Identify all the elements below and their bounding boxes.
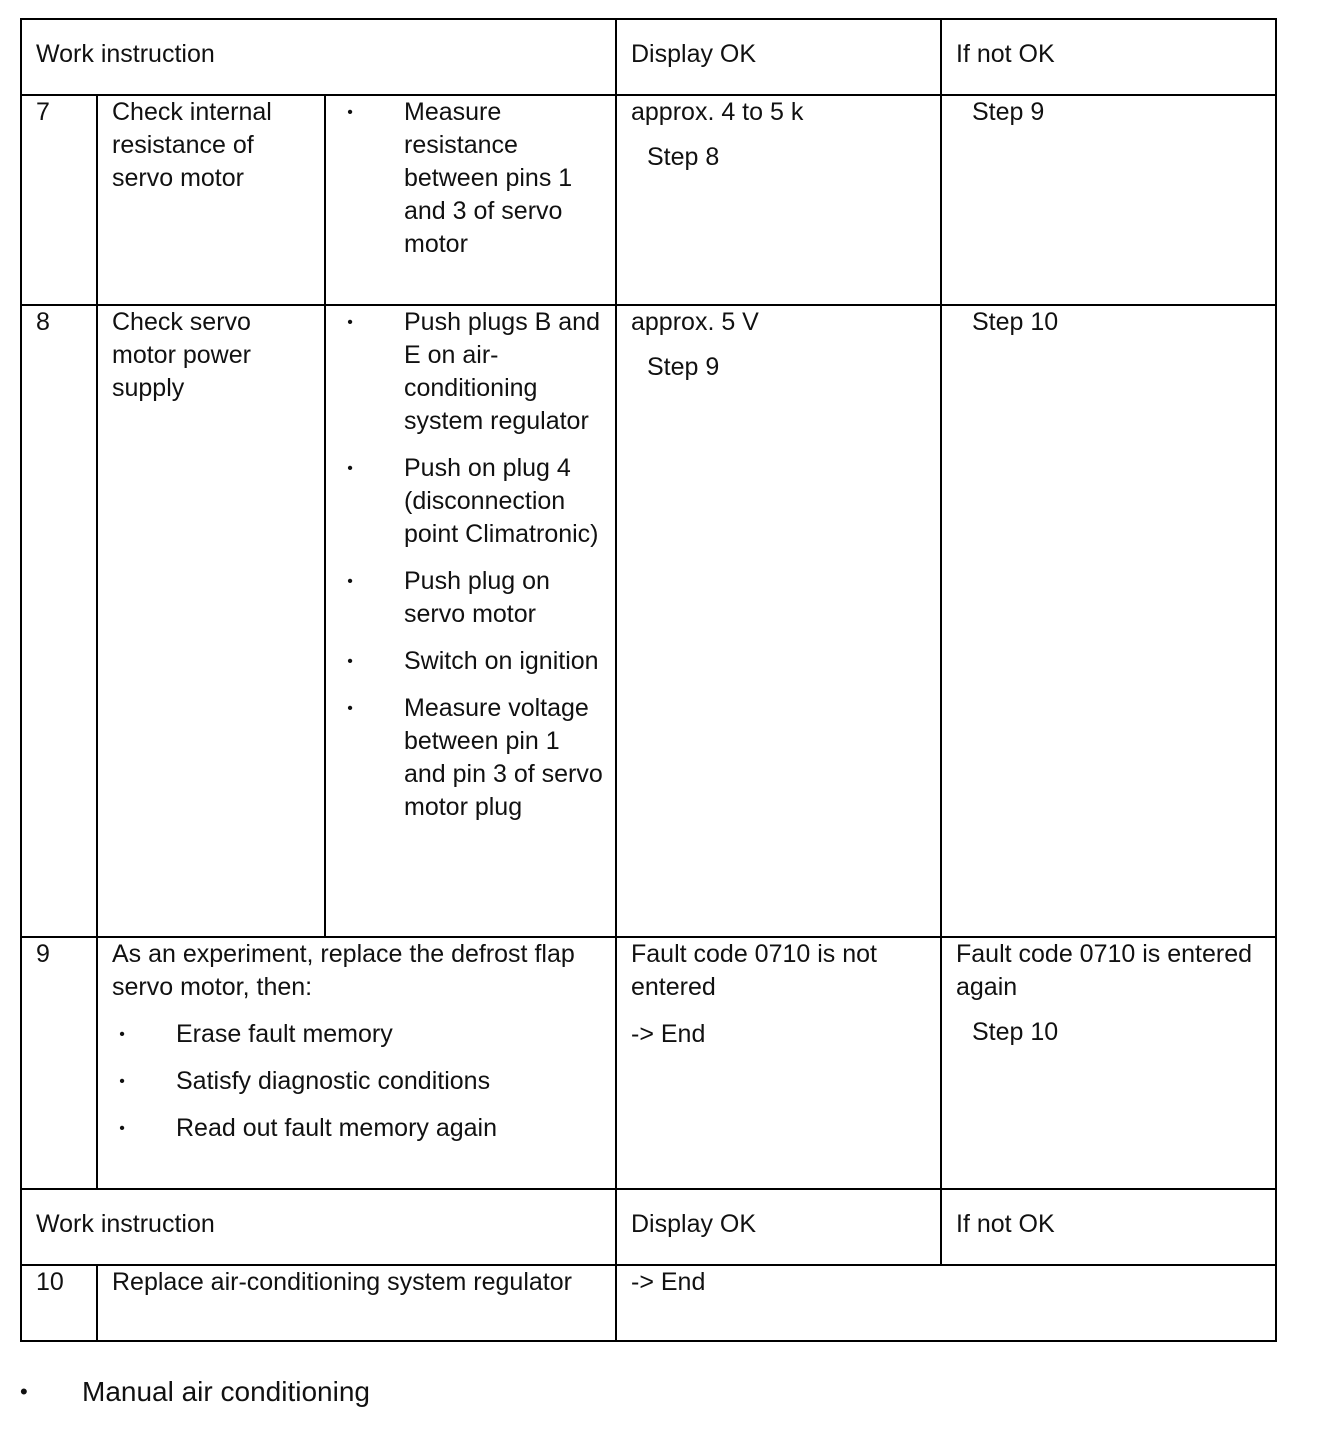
table-row-step-10 xyxy=(21,1265,1276,1341)
step-actions xyxy=(325,95,616,305)
list-item xyxy=(112,1112,603,1145)
table-row-step-9 xyxy=(21,937,1276,1189)
bullet-icon: • xyxy=(119,1120,125,1137)
ok-next-step: Step 8 xyxy=(647,143,720,171)
header-if-not-ok: If not OK xyxy=(941,19,1276,95)
if-not-ok-cell xyxy=(941,937,1276,1189)
table-row-step-8 xyxy=(21,305,1276,937)
work-instruction-table xyxy=(20,18,1277,1342)
bullet-icon: • xyxy=(347,700,353,717)
display-ok-cell xyxy=(616,937,941,1189)
action-text: Satisfy diagnostic conditions xyxy=(176,1067,491,1095)
header-display-ok: Display OK xyxy=(616,1189,941,1265)
ok-next-step: Step 9 xyxy=(647,353,720,381)
table-header-row-repeat xyxy=(21,1189,1276,1265)
step-title: Check servo motor power supply xyxy=(97,305,325,937)
header-display-ok: Display OK xyxy=(616,19,941,95)
action-text: Push plugs B and E on air-conditioning system regulator xyxy=(404,308,600,435)
header-work-instruction: Work instruction xyxy=(21,1189,616,1265)
list-item xyxy=(340,692,603,824)
table-header-row xyxy=(21,19,1276,95)
step-actions xyxy=(97,937,616,1189)
not-ok-value: Fault code 0710 is entered again xyxy=(956,940,1253,1001)
action-text: Measure resistance between pins 1 and 3 of servo motor xyxy=(404,98,573,258)
step-title: Replace air-conditioning system regulator xyxy=(97,1265,616,1341)
action-text: Measure voltage between pin 1 and pin 3 of servo motor plug xyxy=(404,694,603,821)
table-row-step-7 xyxy=(21,95,1276,305)
action-text: Push on plug 4 (disconnection point Climatronic) xyxy=(404,454,599,548)
bullet-icon: • xyxy=(119,1026,125,1043)
bullet-icon: • xyxy=(347,104,353,121)
action-list xyxy=(340,96,603,261)
if-not-ok-cell xyxy=(941,95,1276,305)
action-text: Push plug on servo motor xyxy=(404,567,550,628)
action-list xyxy=(340,306,603,824)
ok-next-step: -> End xyxy=(631,1020,706,1048)
ok-value: approx. 4 to 5 k xyxy=(631,98,804,126)
step-intro: As an experiment, replace the defrost flap servo motor, then: xyxy=(112,940,575,1001)
step-title: Check internal resistance of servo motor xyxy=(97,95,325,305)
header-work-instruction: Work instruction xyxy=(21,19,616,95)
action-text: Read out fault memory again xyxy=(176,1114,498,1142)
bullet-icon: • xyxy=(347,314,353,331)
action-text: Erase fault memory xyxy=(176,1020,393,1048)
step-number: 7 xyxy=(21,95,97,305)
footer-text: Manual air conditioning xyxy=(82,1376,370,1407)
list-item xyxy=(340,306,603,438)
bullet-icon: • xyxy=(119,1073,125,1090)
list-item xyxy=(340,452,603,551)
not-ok-next-step: Step 10 xyxy=(972,1018,1059,1046)
bullet-icon: • xyxy=(20,1379,28,1404)
ok-value: Fault code 0710 is not entered xyxy=(631,940,877,1001)
display-ok-cell xyxy=(616,305,941,937)
ok-value: approx. 5 V xyxy=(631,308,759,336)
step-number: 10 xyxy=(21,1265,97,1341)
bullet-icon: • xyxy=(347,653,353,670)
bullet-icon: • xyxy=(347,460,353,477)
list-item xyxy=(112,1018,603,1051)
display-ok-cell: -> End xyxy=(616,1265,1276,1341)
footer-list-item xyxy=(20,1375,370,1409)
list-item xyxy=(112,1065,603,1098)
action-text: Switch on ignition xyxy=(404,647,599,675)
list-item xyxy=(340,565,603,631)
step-number: 9 xyxy=(21,937,97,1189)
action-list xyxy=(112,1018,603,1145)
not-ok-next-step: Step 9 xyxy=(972,98,1045,126)
list-item xyxy=(340,96,603,261)
bullet-icon: • xyxy=(347,573,353,590)
not-ok-next-step: Step 10 xyxy=(972,308,1059,336)
step-actions xyxy=(325,305,616,937)
display-ok-cell xyxy=(616,95,941,305)
header-if-not-ok: If not OK xyxy=(941,1189,1276,1265)
step-number: 8 xyxy=(21,305,97,937)
list-item xyxy=(340,645,603,678)
if-not-ok-cell xyxy=(941,305,1276,937)
